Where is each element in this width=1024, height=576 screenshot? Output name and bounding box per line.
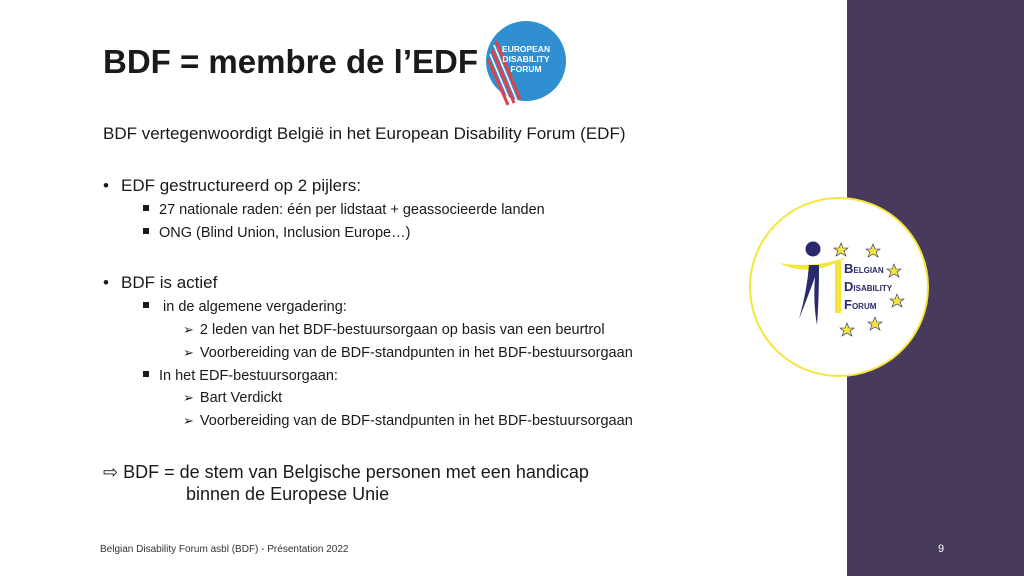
hollow-arrow-icon: ⇨ <box>103 462 119 482</box>
bullet-dot: • <box>103 273 109 292</box>
list-item: 27 nationale raden: één per lidstaat + geassocieerde landen <box>143 202 545 218</box>
square-bullet-icon <box>143 228 149 234</box>
bdf-logo-word: FORUM <box>844 297 877 312</box>
bdf-logo <box>751 199 931 379</box>
intro-text: BDF vertegenwoordigt België in het European Disability Forum (EDF) <box>103 124 626 143</box>
square-bullet-icon <box>143 371 149 377</box>
slide-title: BDF = membre de l’EDF <box>103 43 479 80</box>
list-item: ONG (Blind Union, Inclusion Europe…) <box>143 225 410 241</box>
list-item: ➢ 2 leden van het BDF-bestuursorgaan op basis van een beurtrol <box>183 322 605 338</box>
arrow-bullet-icon: ➢ <box>183 413 194 428</box>
edf-logo-text: EUROPEAN DISABILITY FORUM <box>501 44 551 74</box>
bdf-logo-circle <box>749 197 929 377</box>
arrow-bullet-icon: ➢ <box>183 322 194 337</box>
list-item: ➢ Bart Verdickt <box>183 390 283 406</box>
arrow-bullet-icon: ➢ <box>183 390 194 405</box>
list-item: ➢ Voorbereiding van de BDF-standpunten in het BDF-bestuursorgaan <box>183 413 633 429</box>
arrow-bullet-icon: ➢ <box>183 345 194 360</box>
bullet-pillars: • EDF gestructureerd op 2 pijlers: <box>103 176 361 195</box>
list-item: In het EDF-bestuursorgaan: <box>143 368 338 384</box>
conclusion: ⇨ BDF = de stem van Belgische personen met een handicap binnen de Europese Unie <box>103 462 589 504</box>
list-item: in de algemene vergadering: <box>143 299 347 315</box>
page-number: 9 <box>938 543 945 555</box>
bdf-logo-word: BELGIAN <box>844 261 884 276</box>
bullet-dot: • <box>103 176 109 195</box>
bullet-active: • BDF is actief <box>103 273 218 292</box>
square-bullet-icon <box>143 205 149 211</box>
bdf-logo-word: DISABILITY <box>844 279 893 294</box>
list-item: ➢ Voorbereiding van de BDF-standpunten in het BDF-bestuursorgaan <box>183 345 633 361</box>
footer-text: Belgian Disability Forum asbl (BDF) - Présentation 2022 <box>100 544 349 555</box>
square-bullet-icon <box>143 302 149 308</box>
